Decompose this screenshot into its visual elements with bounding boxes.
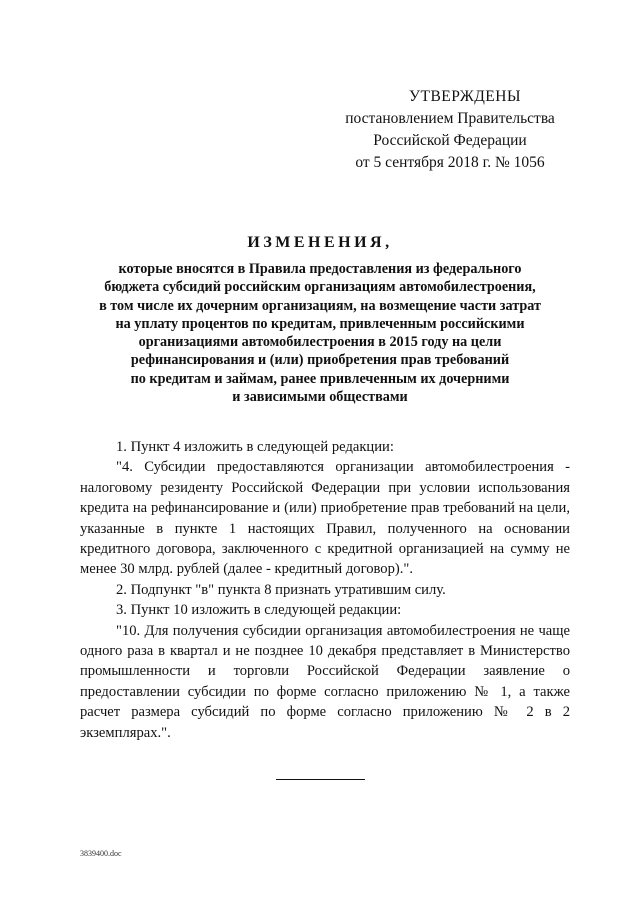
document-title: ИЗМЕНЕНИЯ,: [247, 234, 393, 251]
paragraph-quote-10: "10. Для получения субсидии организация автомобилестроения не чаще одного раза в квартал и не позднее 10 декабря представляет в Министерство промышленности и торговли Российской Федерации заявление о предоставлении субсидии по форме согласно приложению № 1, а также расчет размера субсидий по форме согласно приложению № 2 в 2 экземплярах.".: [80, 622, 570, 741]
subtitle-line: организациями автомобилестроения в 2015 году на цели: [138, 334, 502, 351]
approval-line-1: постановлением Правительства: [345, 110, 555, 127]
paragraph-item-2: 2. Подпункт "в" пункта 8 признать утратившим силу.: [116, 581, 446, 598]
subtitle-line: бюджета субсидий российским организациям автомобилестроения,: [104, 279, 536, 296]
approval-line-2: Российской Федерации: [373, 132, 527, 149]
paragraph-quote-4: "4. Субсидии предоставляются организации автомобилестроения - налоговому резиденту Российской Федерации при условии использования кредита на рефинансирование и (или) приобретение прав требований на цели, указанные в пункте 1 настоящих Правил, полученного на основании кредитного договора, заключенного с кредитной организацией на сумму не менее 30 млрд. рублей (далее - кредитный договор).".: [80, 459, 570, 578]
document-body: [80, 437, 570, 743]
paragraph-item-1: 1. Пункт 4 изложить в следующей редакции:: [116, 439, 394, 455]
file-name: 3839400.doc: [80, 849, 122, 858]
subtitle-line: которые вносятся в Правила предоставления из федерального: [118, 261, 522, 277]
paragraph-item-3: 3. Пункт 10 изложить в следующей редакции:: [116, 602, 402, 619]
subtitle-line: в том числе их дочерним организациям, на возмещение части затрат: [99, 297, 541, 314]
subtitle-line: и зависимыми обществами: [232, 389, 408, 406]
subtitle-line: на уплату процентов по кредитам, привлеченным российскими: [115, 315, 525, 332]
document-title-block: [60, 234, 580, 406]
approval-stamp: [330, 86, 570, 174]
end-divider: [276, 779, 365, 780]
approval-heading: УТВЕРЖДЕНЫ: [409, 88, 521, 105]
approval-line-3: от 5 сентября 2018 г. № 1056: [355, 154, 545, 171]
subtitle-line: по кредитам и займам, ранее привлеченным их дочерними: [130, 370, 510, 387]
subtitle-line: рефинансирования и (или) приобретения прав требований: [130, 352, 510, 369]
